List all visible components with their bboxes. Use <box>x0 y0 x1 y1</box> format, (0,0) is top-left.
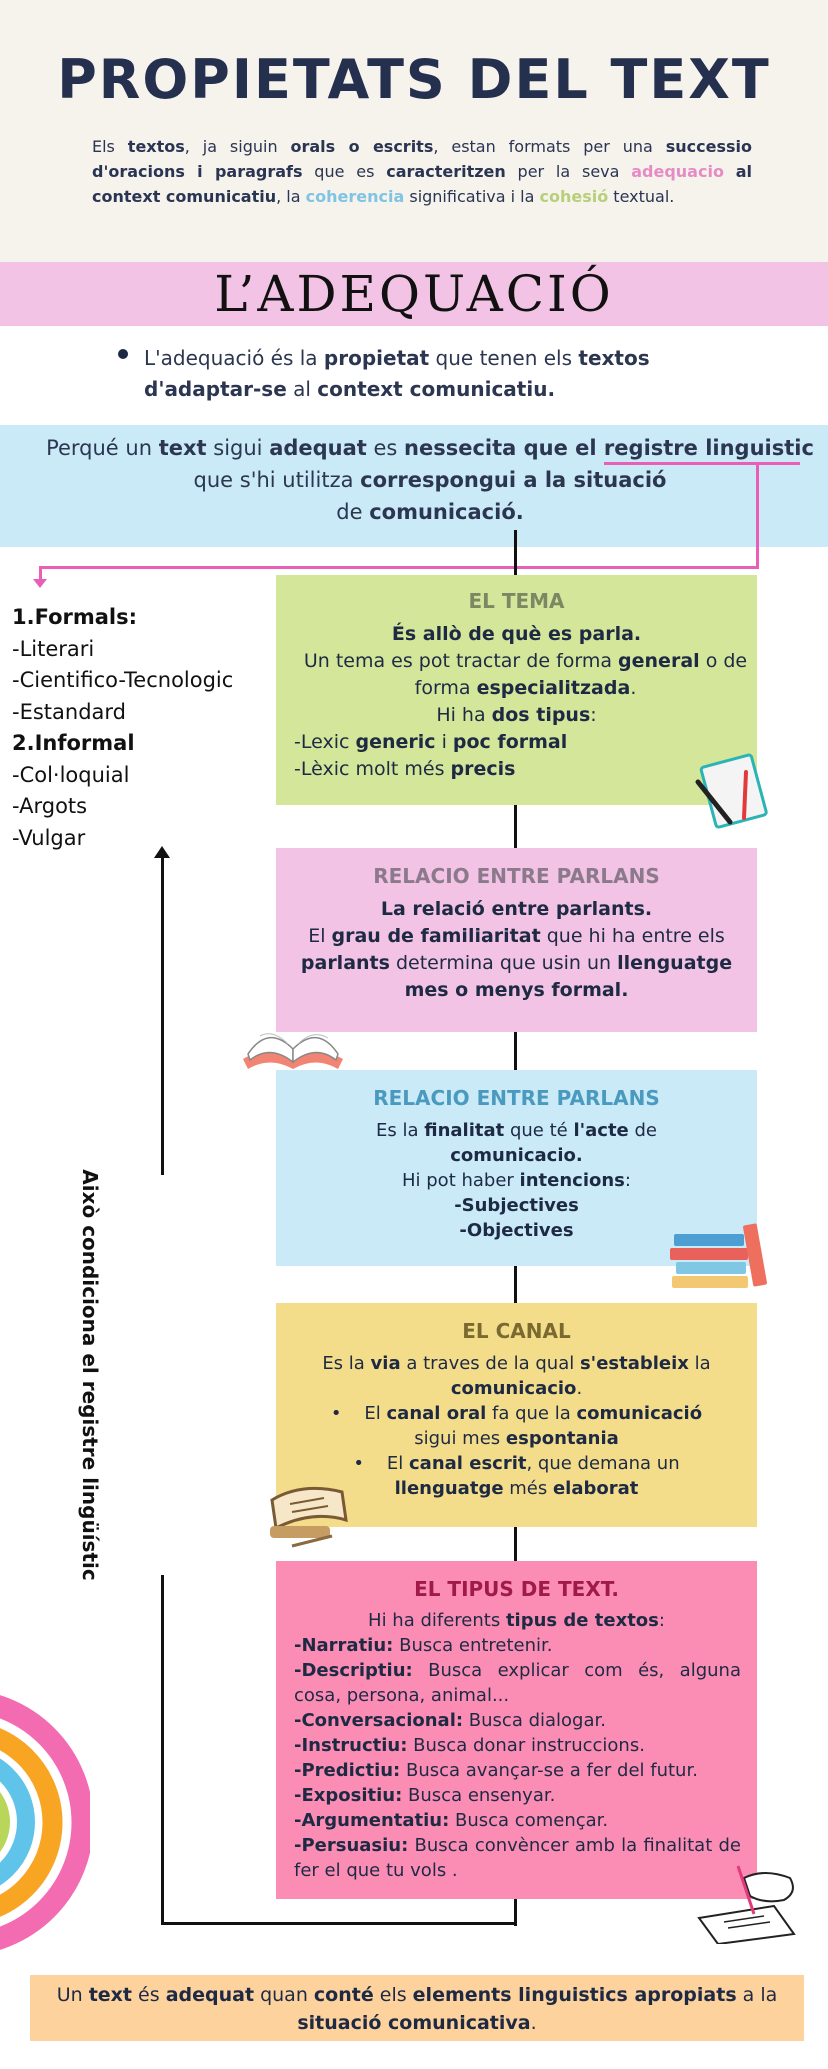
pink-connector-vertical <box>756 463 759 568</box>
list-item: -Instructiu: Busca donar instruccions. <box>294 1735 645 1756</box>
vertical-label: Això condiciona el registre lingüístic <box>78 1169 102 1581</box>
section-title: L’ADEQUACIÓ <box>214 265 614 323</box>
box-finalitat: RELACIO ENTRE PARLANS Es la finalitat que té l'acte de comunicacio. Hi pot haber intencions: -Subjectives -Objectives <box>276 1070 757 1266</box>
list-item: -Descriptiu: Busca explicar com és, alguna cosa, persona, animal... <box>294 1660 741 1706</box>
register-list <box>12 602 242 854</box>
formals-heading: 1.Formals: <box>12 605 138 629</box>
register-item: -Cientifico-Tecnologic <box>12 668 234 692</box>
register-item: -Estandard <box>12 699 126 724</box>
list-item: -Persuasiu: Busca convèncer amb la finalitat de fer el que tu vols . <box>294 1835 741 1881</box>
definition-bullet: L'adequació és la propietat que tenen els textos d'adaptar-se al context comunicatiu. <box>144 346 650 401</box>
book-stack-icon <box>668 1222 776 1292</box>
rainbow-decoration <box>0 1690 90 1960</box>
register-item: -Vulgar <box>12 825 86 850</box>
box-relacio: RELACIO ENTRE PARLANS La relació entre parlants. El grau de familiaritat que hi ha entre els parlants determina que usin un llenguatge mes o menys formal. <box>276 848 757 1032</box>
text-type-list <box>276 1633 757 1883</box>
conclusion-footer: Un text és adequat quan conté els elements linguistics apropiats a la situació comunicativa. <box>30 1975 804 2041</box>
list-item: -Conversacional: Busca dialogar. <box>294 1710 606 1731</box>
list-item: -Expositiu: Busca ensenyar. <box>294 1785 556 1806</box>
box-heading: EL TIPUS DE TEXT. <box>414 1577 619 1601</box>
register-item: -Col·loquial <box>12 762 130 787</box>
pink-connector-horizontal <box>39 566 759 569</box>
box-tipus: EL TIPUS DE TEXT. Hi ha diferents tipus de textos: -Narratiu: Busca entretenir. -Descriptiu: Busca explicar com és, alguna cosa, persona, animal... -Conversacional: Busca dialogar. -Instructiu: Busca donar instruccions. -Predictiu: Busca avançar-se a fer del futur. -Expositiu: Busca ensenyar. -Argumentatiu: Busca començar. -Persuasiu: Busca convèncer amb la finalitat de fer el que tu vols . <box>276 1561 757 1899</box>
notebook-pen-icon <box>690 752 780 832</box>
open-book-icon <box>238 1014 348 1074</box>
box-heading: EL CANAL <box>462 1319 571 1343</box>
register-item: -Literari <box>12 636 95 661</box>
list-item: -Predictiu: Busca avançar-se a fer del futur. <box>294 1760 698 1781</box>
register-underline <box>604 462 800 465</box>
box-heading: RELACIO ENTRE PARLANS <box>373 864 660 888</box>
signing-hand-icon <box>694 1858 804 1944</box>
list-item: -Argumentatiu: Busca començar. <box>294 1810 609 1831</box>
box-tema: EL TEMA És allò de què es parla. Un tema es pot tractar de forma general o de forma especialitzada. Hi ha dos tipus: -Lexic generic i poc formal -Lèxic molt més precis <box>276 575 757 805</box>
bullet-icon <box>118 349 128 359</box>
requirement-text: Perqué un text sigui adequat es nessecita que el registre linguistic que s'hi utilitza correspongui a la situació de comunicació. <box>46 436 814 524</box>
bottom-connector-line <box>161 1922 517 1925</box>
list-item: -Narratiu: Busca entretenir. <box>294 1635 553 1656</box>
label-backdrop <box>148 1175 178 1575</box>
box-heading: EL TEMA <box>468 589 565 613</box>
box-heading: RELACIO ENTRE PARLANS <box>373 1086 660 1110</box>
page-title: PROPIETATS DEL TEXT <box>57 48 771 111</box>
scroll-quill-icon <box>262 1480 358 1550</box>
informal-heading: 2.Informal <box>12 731 135 755</box>
header-background <box>0 0 828 262</box>
register-item: -Argots <box>12 794 88 818</box>
arrow-up-icon <box>154 846 170 858</box>
pink-arrow-down-icon <box>33 579 47 588</box>
box-canal: EL CANAL Es la via a traves de la qual s'estableix la comunicacio. • El canal oral fa que la comunicació sigui mes espontania • El canal escrit, que demana un llenguatge més elaborat <box>276 1303 757 1527</box>
intro-paragraph: Els textos, ja siguin orals o escrits, estan formats per una successio d'oracions i paragrafs que es caracteritzen per la seva adequacio al context comunicatiu, la coherencia significativa i la cohesió textual. <box>92 137 753 206</box>
